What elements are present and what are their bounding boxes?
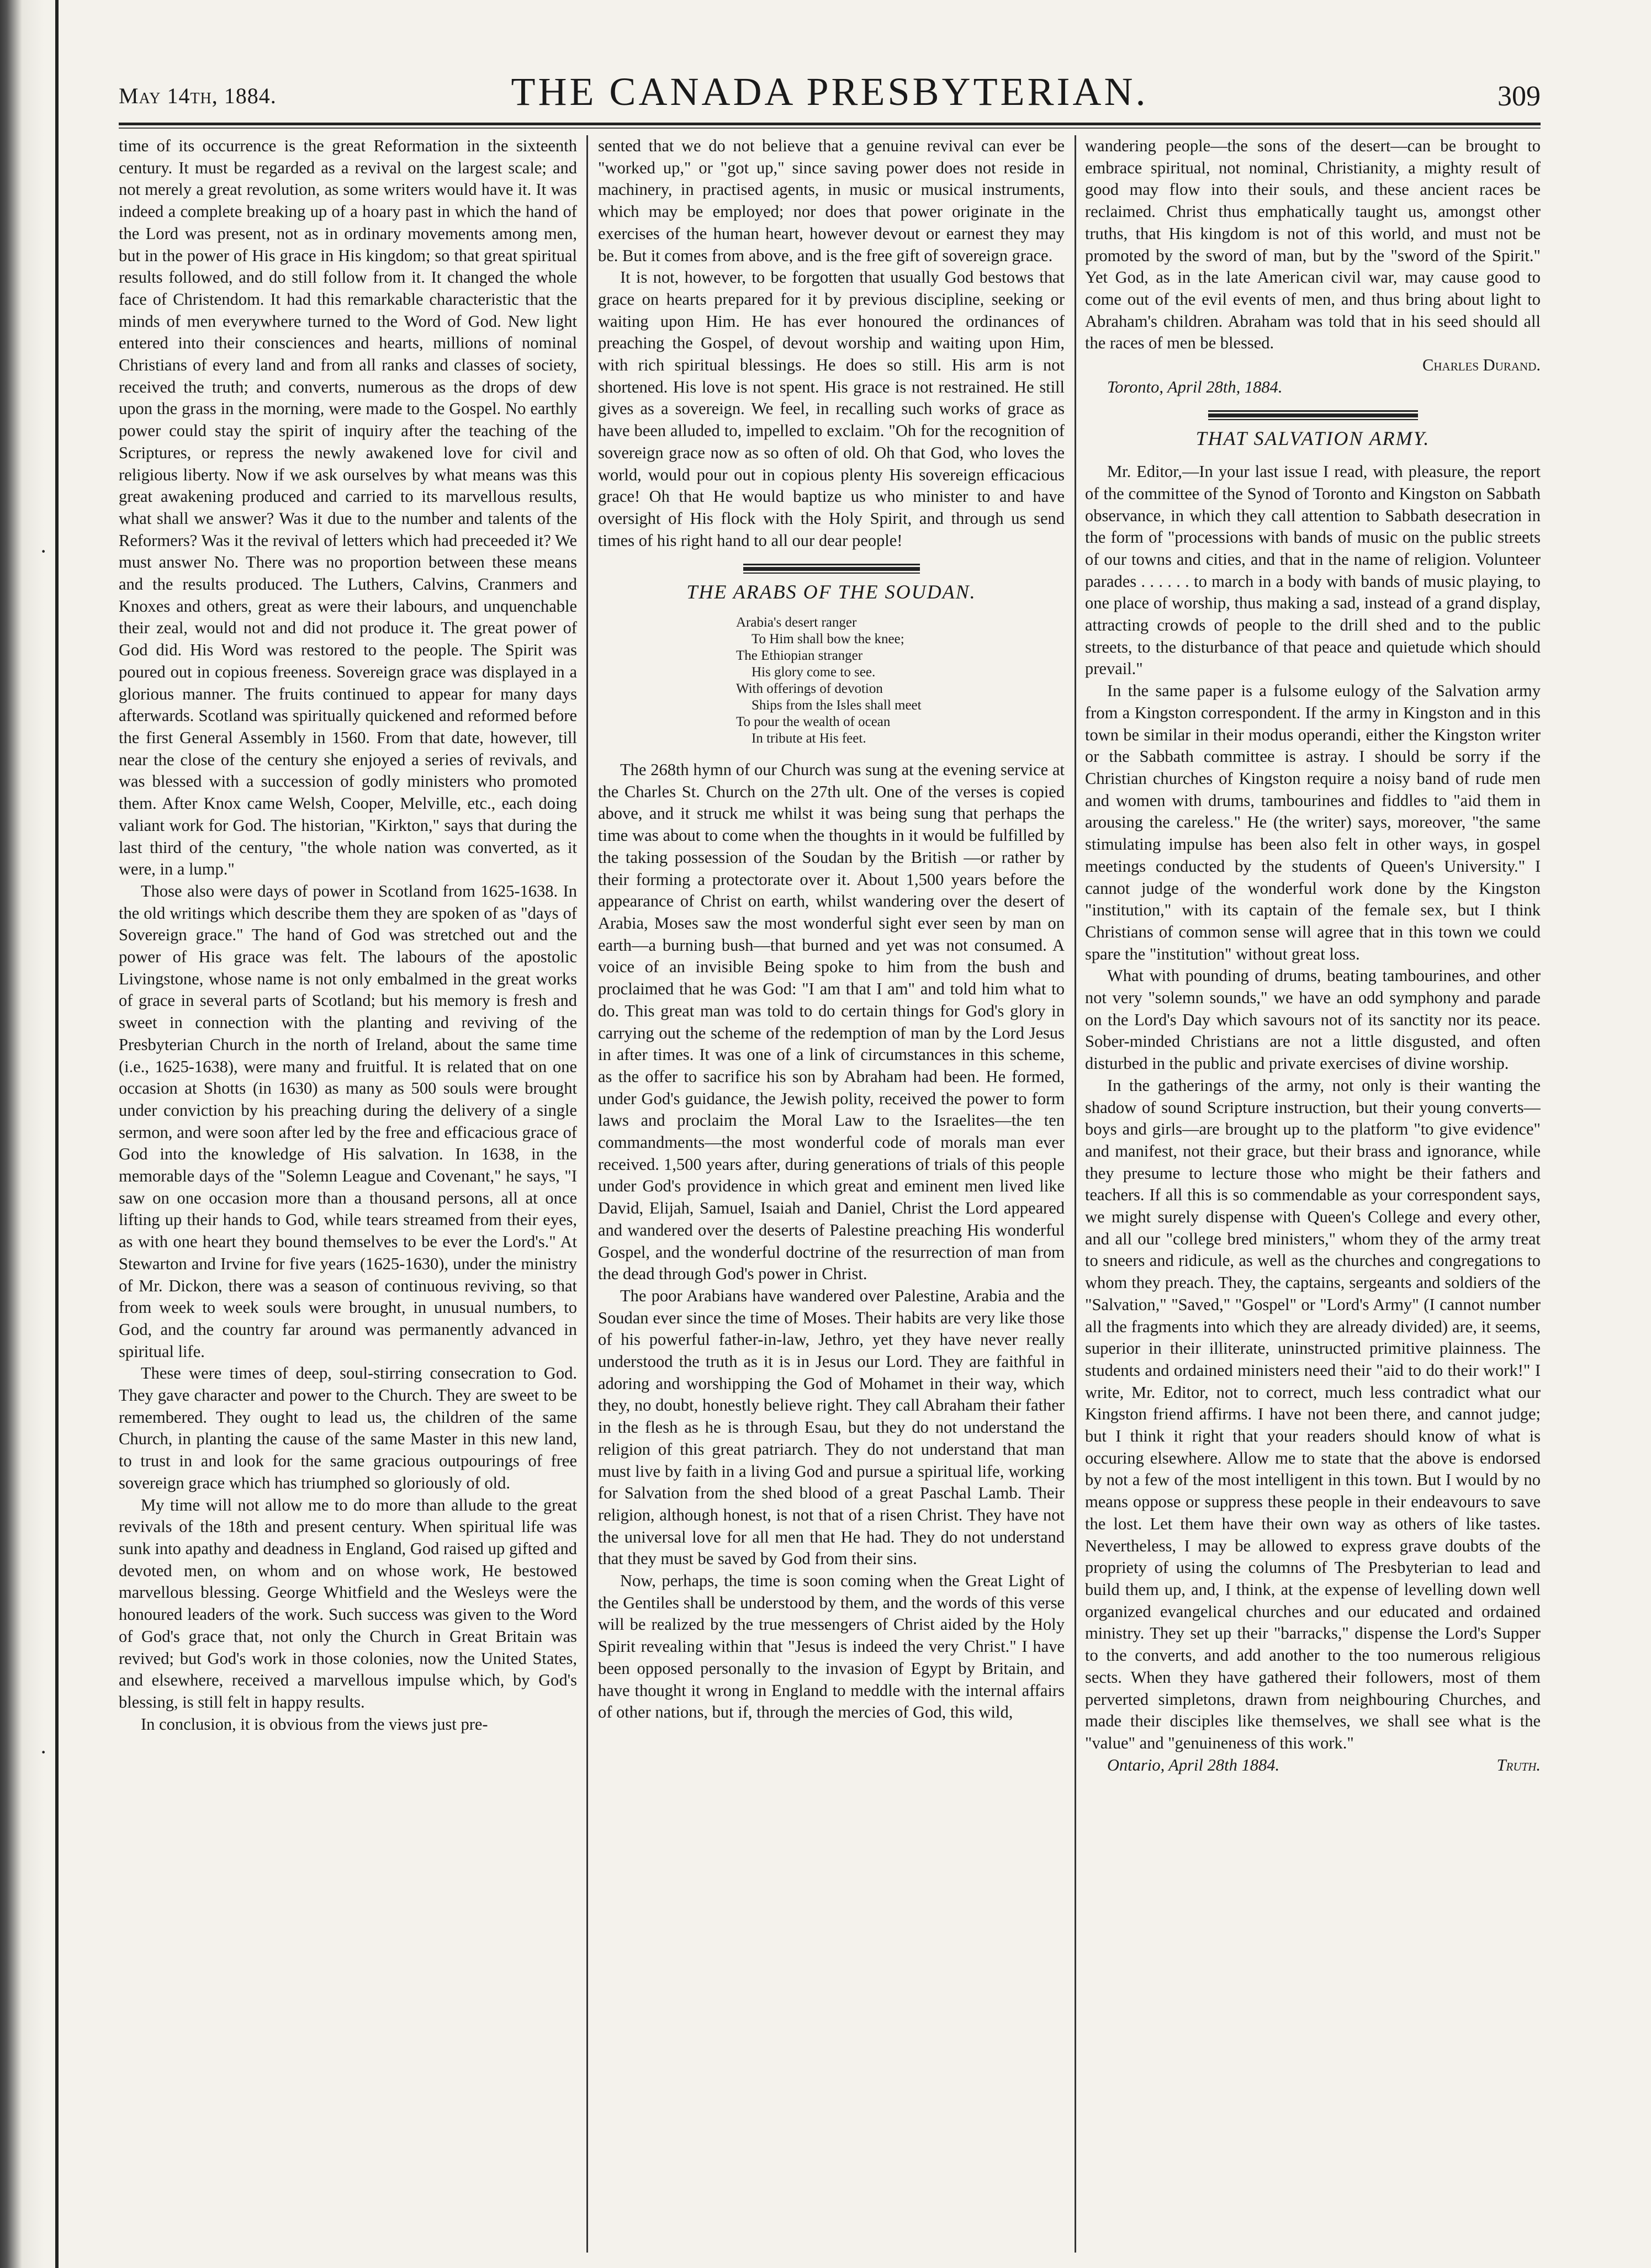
page-binding-edge — [0, 0, 44, 2268]
poem-line: To Him shall bow the knee; — [752, 632, 904, 647]
author-name: Charles Durand. — [1422, 356, 1541, 375]
column-2 — [598, 135, 1065, 2253]
issue-date: May 14th, 1884. — [119, 83, 277, 108]
paragraph: These were times of deep, soul-stirring consecration to God. They gave character and power to the Church. They are sweet to be remembered. They ought to lead us, the children of the same Church, in planting the cause of the same Master in this new land, to trust in and look for the same gracious outpourings of free sovereign grace which has triumphed so gloriously of old. — [119, 1364, 577, 1492]
paragraph: It is not, however, to be forgotten that usually God bestows that grace on hearts prepared for it by previous discipline, seeking or waiting upon Him. He has ever honoured the ordinances of preaching the Gospel, of devout worship and waiting upon Him, with rich spiritual blessings. He does so still. His arm is not shortened. His love is not spent. His grace is not restrained. He still gives as a sovereign. We feel, in recalling such works of grace as have been alluded to, impelled to exclaim. "Oh for the recognition of sovereign grace now as so often of old. Oh that God, who loves the world, would pour out in copious plenty His sovereign efficacious grace! Oh that He would baptize us who minister to and have oversight of His flock with the Holy Spirit, and through us send times of his right hand to all our dear people! — [598, 268, 1065, 550]
paragraph: In the same paper is a fulsome eulogy of the Salvation army from a Kingston correspondent. If the army in Kingston and in this town be similar in their modus operandi, either the Kingston writer or the Sabbath committee is astray. I should be sorry if the Christian churches of Kingston require a noisy band of rude men and women with drums, tambourines and fiddles to "aid them in arousing the careless." He (the writer) says, moreover, "the same stimulating impulse has been also felt in other ways, in gospel meetings conducted by the students of Queen's University." I cannot judge of the wonderful work done by the Kingston "institution," with its captain of the female sex, but I think Christians of common sense will agree that in this town we could spare the "institution" without great loss. — [1085, 681, 1541, 963]
margin-mark: · — [40, 1740, 47, 1764]
poem-line: The Ethiopian stranger — [736, 648, 863, 664]
paragraph: My time will not allow me to do more than allude to the great revivals of the 18th and present century. When spiritual life was sunk into apathy and deadness in England, God raised up gifted and devoted men, on whom and on whose work, He bestowed marvellous blessing. George Whitfield and the Wesleys were the honoured leaders of the work. Such success was given to the Word of God's grace that, not only the Church in Great Britain was revived; but God's work in those colonies, now the United States, and elsewhere, received a marvellous impulse which, by God's blessing, is still felt in happy results. — [119, 1495, 577, 1711]
header-rule — [119, 123, 1541, 125]
author-name: Truth. — [1496, 1755, 1541, 1774]
paragraph: Those also were days of power in Scotland from 1625-1638. In the old writings which describe them they are spoken of as "days of Sovereign grace." The hand of God was stretched out and the power of His grace was felt. The labours of the apostolic Livingstone, whose name is not only embalmed in the great works of grace in several parts of Scotland; but his memory is fresh and sweet in connection with the planting and reviving of the Presbyterian Church in the north of Ireland, about the same time (i.e., 1625-1638), were many and fruitful. It is related that on one occasion at Shotts (in 1630) as many as 500 souls were brought under conviction by his preaching during the delivery of a single sermon, and were soon after led by the free and efficacious grace of God into the knowledge of His salvation. In 1638, in the memorable days of the "Solemn League and Covenant," he says, "I saw on one occasion more than a thousand persons, all at once lifting up their hands to God, while tears streamed from their eyes, as with one heart they bound themselves to be ever the Lord's." At Stewarton and Irvine for five years (1625-1630), under the ministry of Mr. Dickon, there was a season of continuous reviving, so that from week to week souls were brought, in unusual numbers, to God, and the country far around was permanently advanced in spiritual life. — [119, 881, 577, 1361]
paragraph: The poor Arabians have wandered over Palestine, Arabia and the Soudan ever since the time of Moses. Their habits are very like those of his powerful father-in-law, Jethro, yet they have never really understood the truth as it is in Jesus our Lord. They are faithful in adoring and worshipping the God of Mohamet in their way, which they, no doubt, honestly believe right. They call Abraham their father in the flesh as he is through Esau, but they do not understand the religion of this great patriarch. They do not understand that man must live by faith in a living God and pursue a spiritual life, working for Salvation from the shed blood of a great Paschal Lamb. Their religion, although honest, is not that of a risen Christ. They have not the universal love for all men that He had. They do not understand that they must be saved by God from their sins. — [598, 1286, 1065, 1568]
poem-line: Ships from the Isles shall meet — [752, 698, 922, 713]
paragraph: time of its occurrence is the great Reformation in the sixteenth century. It must be regarded as a revival on the largest scale; and not merely a great revolution, as some writers would have it. It was indeed a complete breaking up of a hoary past in which the hand of the Lord was present, not as in ordinary movements among men, but in the power of His grace in His kingdom; so that great spiritual results followed, and do still follow from it. It changed the whole face of Christendom. It had this remarkable characteristic that the minds of men everywhere turned to the Word of God. New light entered into their consciences and hearts, millions of nominal Christians of every land and from all ranks and classes of society, received the truth; and converts, numerous as the drops of dew upon the grass in the morning, were made to the Gospel. No earthly power could stay the spirit of inquiry after the teaching of the Scriptures, or repress the newly awakened love for civil and religious liberty. Now if we ask ourselves by what means was this great awakening produced and carried to its marvellous results, what shall we answer? Was it due to the number and talents of the Reformers? Was it the revival of letters which had preceeded it? We must answer No. There was no proportion between these means and the results produced. The Luthers, Calvins, Cranmers and Knoxes and others, great as were their labours, and unquenchable their zeal, would not and did not produce it. The great power of God did. His Word was restored to the people. The Spirit was poured out in copious freeness. Sovereign grace was displayed in a glorious manner. The fruits continued to appear for many days afterwards. Scotland was spiritually quickened and reformed before the first General Assembly in 1560. From that date, however, till near the close of the century she enjoyed a series of revivals, and was blessed with a succession of godly ministers who promoted them. After Knox came Welsh, Cooper, Melville, etc., each doing valiant work for God. The historian, "Kirkton," says that during the last third of the century, "the whole nation was converted, as it were, in a lump." — [119, 136, 577, 879]
newspaper-title: THE CANADA PRESBYTERIAN. — [511, 70, 1149, 114]
signature-dateline — [1085, 1755, 1541, 1777]
paragraph: Mr. Editor,—In your last issue I read, with pleasure, the report of the committee of the Synod of Toronto and Kingston on Sabbath observance, in which they call attention to Sabbath desecration in the form of "processions with bands of music on the public streets of our towns and cities, and that in the name of religion. Volunteer parades . . . . . . to march in a body with bands of music playing, to one place of worship, thus making a sad, instead of a grand display, attracting crowds of people to the drill shed and to the public streets, to the disturbance of that peace and quietude which should prevail." — [1085, 462, 1541, 679]
paragraph: Now, perhaps, the time is soon coming when the Great Light of the Gentiles shall be understood by them, and the words of this verse will be realized by the true messengers of Christ aided by the Holy Spirit revealing within that "Jesus is indeed the very Christ." I have been opposed personally to the invasion of Egypt by Britain, and have thought it wrong in England to meddle with the internal affairs of other nations, but if, through the mercies of God, this wild, — [598, 1571, 1065, 1722]
page-header — [119, 61, 1541, 121]
poem-line: With offerings of devotion — [736, 681, 883, 697]
paragraph: What with pounding of drums, beating tambourines, and other not very "solemn sounds," we have an odd symphony and parade on the Lord's Day which savours not of its sanctity nor its peace. Sober-minded Christians are not a little disgusted, and often disturbed in the public and private exercises of divine worship. — [1085, 966, 1541, 1073]
poem-line: To pour the wealth of ocean — [736, 714, 891, 730]
paragraph: wandering people—the sons of the desert—can be brought to embrace spiritual, not nominal, Christianity, a mighty result of good may flow into their souls, and these ancient races be reclaimed. Christ thus emphatically taught us, amongst other truths, that His kingdom is not of this world, and must not be promoted by the sword of man, but by the "sword of the Spirit." Yet God, as in the late American civil war, may cause good to come out of the evil events of men, and thus bring about light to Abraham's children. Abraham was told that in his seed should all the races of men be blessed. — [1085, 136, 1541, 353]
section-ornament — [743, 561, 920, 574]
header-rule-thin — [119, 128, 1541, 129]
poem-line: Arabia's desert ranger — [736, 615, 857, 630]
paragraph: In conclusion, it is obvious from the views just pre- — [141, 1714, 488, 1734]
hymn-verse — [736, 614, 1065, 747]
binding-rule — [55, 0, 59, 2268]
signature-dateline: Toronto, April 28th, 1884. — [1107, 377, 1283, 396]
margin-mark: · — [40, 539, 47, 564]
signature — [1085, 354, 1541, 377]
article-title: THAT SALVATION ARMY. — [1195, 427, 1430, 450]
column-3 — [1085, 135, 1541, 2253]
column-1 — [119, 135, 577, 2253]
paragraph: sented that we do not believe that a genuine revival can ever be "worked up," or "got up," since saving power does not reside in machinery, in practised agents, in music or musical instruments, which may be employed; nor does that power originate in the exercises of the human heart, however devout or earnest they may be. But it comes from above, and is the free gift of sovereign grace. — [598, 136, 1065, 265]
section-ornament — [1208, 408, 1418, 420]
paragraph: In the gatherings of the army, not only is their wanting the shadow of sound Scripture instruction, but their young converts—boys and girls—are brought up to the platform "to give evidence" and manifest, not their grace, but their brass and ignorance, while they presume to lecture those who might be their fathers and teachers. If all this is so commendable as your correspondent says, we might surely dispense with Queen's College and every other, and all our "college bred ministers," whom they of the army treat to sneers and ridicule, as well as the churches and congregations to whom they preach. They, the captains, sergeants and soldiers of the "Salvation," "Saved," "Gospel" or "Lord's Army" (I cannot number all the fragments into which they are already divided) are, it seems, superior in their illiterate, uninstructed primitive plainness. The students and ordained ministers need their "aid to do their work!" I write, Mr. Editor, not to correct, much less contradict what our Kingston friend affirms. I have not been there, and cannot judge; but I think it right that your readers should know of what is occuring elsewhere. Allow me to state that the above is endorsed by not a few of the most intelligent in this town. But I would by no means oppose or suppress these people in their endeavours to save the lost. Let them have their own way as others of like tastes. Nevertheless, I may be allowed to express grave doubts of the propriety of using the columns of The Presbyterian to lead and build them up, and, I think, at the expense of levelling down well organized evangelical churches and our educated and ordained ministry. They set up their "barracks," dispense the Lord's Supper to the converts, and add another to the too numerous religious sects. When they have gathered their followers, most of them perverted simpletons, drawn from neighbouring Churches, and made their disciples like themselves, we shall see what is the "value" and "genuineness of this work." — [1085, 1075, 1541, 1752]
signature-place: Ontario, April 28th 1884. — [1107, 1755, 1280, 1774]
poem-line: His glory come to see. — [752, 665, 876, 680]
paragraph: The 268th hymn of our Church was sung at the evening service at the Charles St. Church on the 27th ult. One of the verses is copied above, and it struck me whilst it was being sung that perhaps the time was about to come when the thoughts in it would be fulfilled by the taking possession of the Soudan by the British —or rather by their forming a protectorate over it. About 1,500 years before the appearance of Christ on earth, whilst wandering over the desert of Arabia, Moses saw the most wonderful sight ever seen by man on earth—a burning bush—that burned and yet was not consumed. A voice of an invisible Being spoke to him from the bush and proclaimed that he was God: "I am that I am" and told him what to do. This great man was told to do certain things for God's glory in carrying out the scheme of the redemption of man by the Lord Jesus in after times. It was one of a link of circumstances in this scheme, as the offer to sacrifice his son by Abraham had been. He formed, under God's guidance, the Jewish polity, received the power to form laws and proclaim the Moral Law to the Israelites—the ten commandments—the most wonderful code of morals man ever received. 1,500 years after, during generations of trials of this people under God's providence in which great and eminent men lived like David, Elijah, Samuel, Isaiah and Daniel, Christ the Lord appeared and wandered over the deserts of Palestine preaching His wonderful Gospel, and the wonderful doctrine of the resurrection of man from the dead through God's power in Christ. — [598, 760, 1065, 1284]
poem-line: In tribute at His feet. — [752, 731, 866, 746]
column-divider — [1075, 135, 1076, 2253]
article-title: THE ARABS OF THE SOUDAN. — [686, 581, 976, 603]
page-number: 309 — [1497, 81, 1541, 112]
column-divider — [586, 135, 588, 2253]
